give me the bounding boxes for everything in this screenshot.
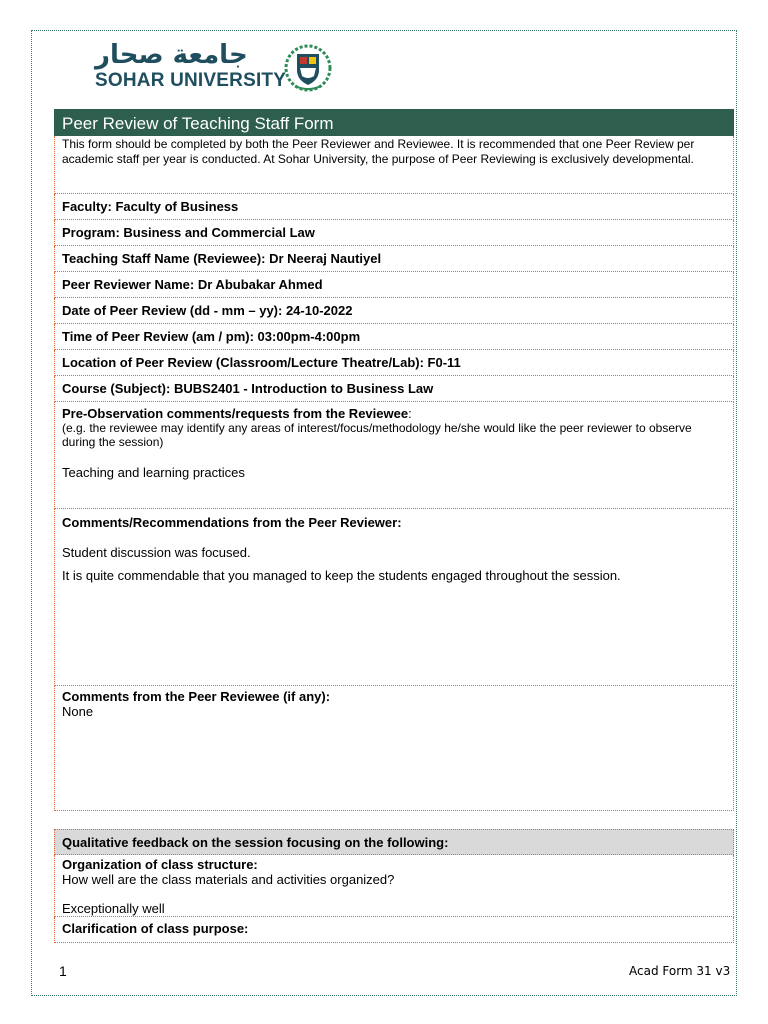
form-title: Peer Review of Teaching Staff Form — [54, 109, 734, 136]
page-number: 1 — [59, 963, 67, 979]
reviewer-comment-line: Student discussion was focused. — [62, 545, 251, 560]
university-name-arabic: جامعة صحار — [95, 40, 248, 70]
review-location-field: Location of Peer Review (Classroom/Lecture Theatre/Lab): F0-11 — [54, 350, 734, 376]
qualitative-feedback-table — [54, 829, 734, 943]
course-field: Course (Subject): BUBS2401 - Introduction to Business Law — [54, 376, 734, 402]
pre-observation-hint: (e.g. the reviewee may identify any areas of interest/focus/methodology he/she would like the peer reviewer to observe during the session) — [62, 421, 692, 449]
review-time-field: Time of Peer Review (am / pm): 03:00pm-4:00pm — [54, 324, 734, 350]
feedback-heading: Qualitative feedback on the session focusing on the following: — [54, 829, 734, 855]
university-crest-icon — [283, 42, 333, 92]
pre-observation-colon: : — [408, 406, 412, 421]
pre-observation-answer: Teaching and learning practices — [62, 465, 245, 480]
organization-question: How well are the class materials and activities organized? — [62, 872, 395, 887]
peer-reviewer-field: Peer Reviewer Name: Dr Abubakar Ahmed — [54, 272, 734, 298]
review-date-field: Date of Peer Review (dd - mm – yy): 24-10-2022 — [54, 298, 734, 324]
reviewee-comments-answer: None — [62, 704, 94, 719]
university-name: SOHAR UNIVERSITY — [95, 70, 287, 91]
organization-answer: Exceptionally well — [62, 901, 165, 916]
reviewee-comments-section — [54, 686, 734, 811]
organization-label: Organization of class structure: — [62, 857, 258, 872]
form-intro: This form should be completed by both the Peer Reviewer and Reviewee. It is recommended that one Peer Review per academic staff per year is conducted. At Sohar University, the purpose of Peer Reviewing is exclusively developmental. — [54, 136, 734, 194]
teaching-staff-field: Teaching Staff Name (Reviewee): Dr Neeraj Nautiyel — [54, 246, 734, 272]
pre-observation-section — [54, 402, 734, 509]
peer-review-form — [54, 109, 734, 811]
pre-observation-label: Pre-Observation comments/requests from the Reviewee — [62, 406, 409, 421]
clarification-label: Clarification of class purpose: — [54, 917, 734, 943]
program-field: Program: Business and Commercial Law — [54, 220, 734, 246]
reviewee-comments-label: Comments from the Peer Reviewee (if any): — [62, 689, 331, 704]
organization-section — [54, 855, 734, 917]
faculty-field: Faculty: Faculty of Business — [54, 194, 734, 220]
form-code: Acad Form 31 v3 — [629, 964, 731, 978]
reviewer-comments-section — [54, 509, 734, 686]
reviewer-comment-line: It is quite commendable that you managed to keep the students engaged throughout the session. — [62, 568, 621, 583]
reviewer-comments-label: Comments/Recommendations from the Peer Reviewer: — [62, 515, 402, 530]
